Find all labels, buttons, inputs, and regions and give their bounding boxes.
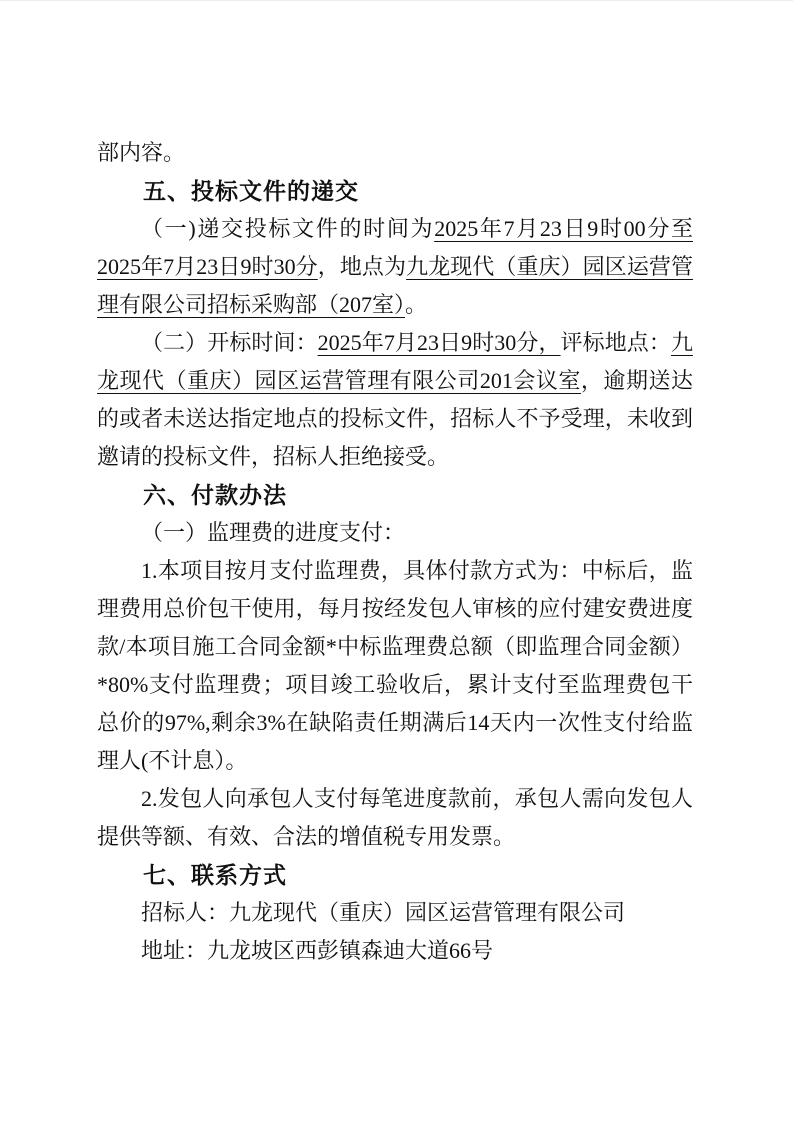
paragraph-payment-terms-1 (97, 552, 693, 780)
text-segment: （一）监理费的进度支付： (141, 520, 406, 545)
paragraph-payment-terms-2 (97, 780, 693, 856)
paragraph-bid-opening (97, 324, 693, 476)
text-segment: 2.发包人向承包人支付每笔进度款前，承包人需向发包人提供等额、有效、合法的增值税专用发票。 (97, 786, 693, 849)
section-heading-contact: 七、联系方式 (143, 862, 287, 888)
underlined-date-range: 2025年7月23日9时00分至2025年7月23日9时30分 (97, 216, 693, 279)
paragraph-progress-payment-title (97, 514, 693, 552)
continuation-text (97, 134, 693, 172)
text-segment: （二）开标时间： (141, 330, 318, 355)
text-segment: 部内容。 (97, 140, 186, 165)
paragraph-tenderer (97, 894, 693, 932)
paragraph-submission-time (97, 210, 693, 324)
section-heading-bid-submission: 五、投标文件的递交 (143, 178, 359, 204)
text-segment: 1.本项目按月支付监理费，具体付款方式为：中标后，监理费用总价包干使用，每月按经发包人审核的应付建安费进度款/本项目施工合同金额*中标监理费总额（即监理合同金额）*80%支付监理费；项目竣工验收后，累计支付至监理费包干总价的97%,剩余3%在缺陷责任期满后14天内一次性支付给监理人(不计息）。 (97, 558, 693, 773)
text-segment: 评标地点： (560, 330, 671, 355)
underlined-opening-time: 2025年7月23日9时30分， (317, 330, 561, 355)
text-segment: 。 (405, 292, 428, 317)
underlined-evaluation-place: 九龙现代（重庆）园区运营管理有限公司201会议室 (97, 330, 693, 393)
text-segment: 招标人：九龙现代（重庆）园区运营管理有限公司 (141, 900, 626, 925)
section-heading-payment-method: 六、付款办法 (143, 482, 287, 508)
underlined-submission-place: 九龙现代（重庆）园区运营管理有限公司招标采购部（207室） (97, 254, 693, 317)
text-segment: （一)递交投标文件的时间为 (141, 216, 435, 241)
text-segment: ，逾期送达的或者未送达指定地点的投标文件，招标人不予受理，未收到邀请的投标文件，招标人拒绝接受。 (97, 368, 693, 469)
text-segment: ，地点为 (317, 254, 407, 279)
paragraph-address (97, 932, 693, 970)
text-segment: 地址：九龙坡区西彭镇森迪大道66号 (141, 938, 494, 963)
